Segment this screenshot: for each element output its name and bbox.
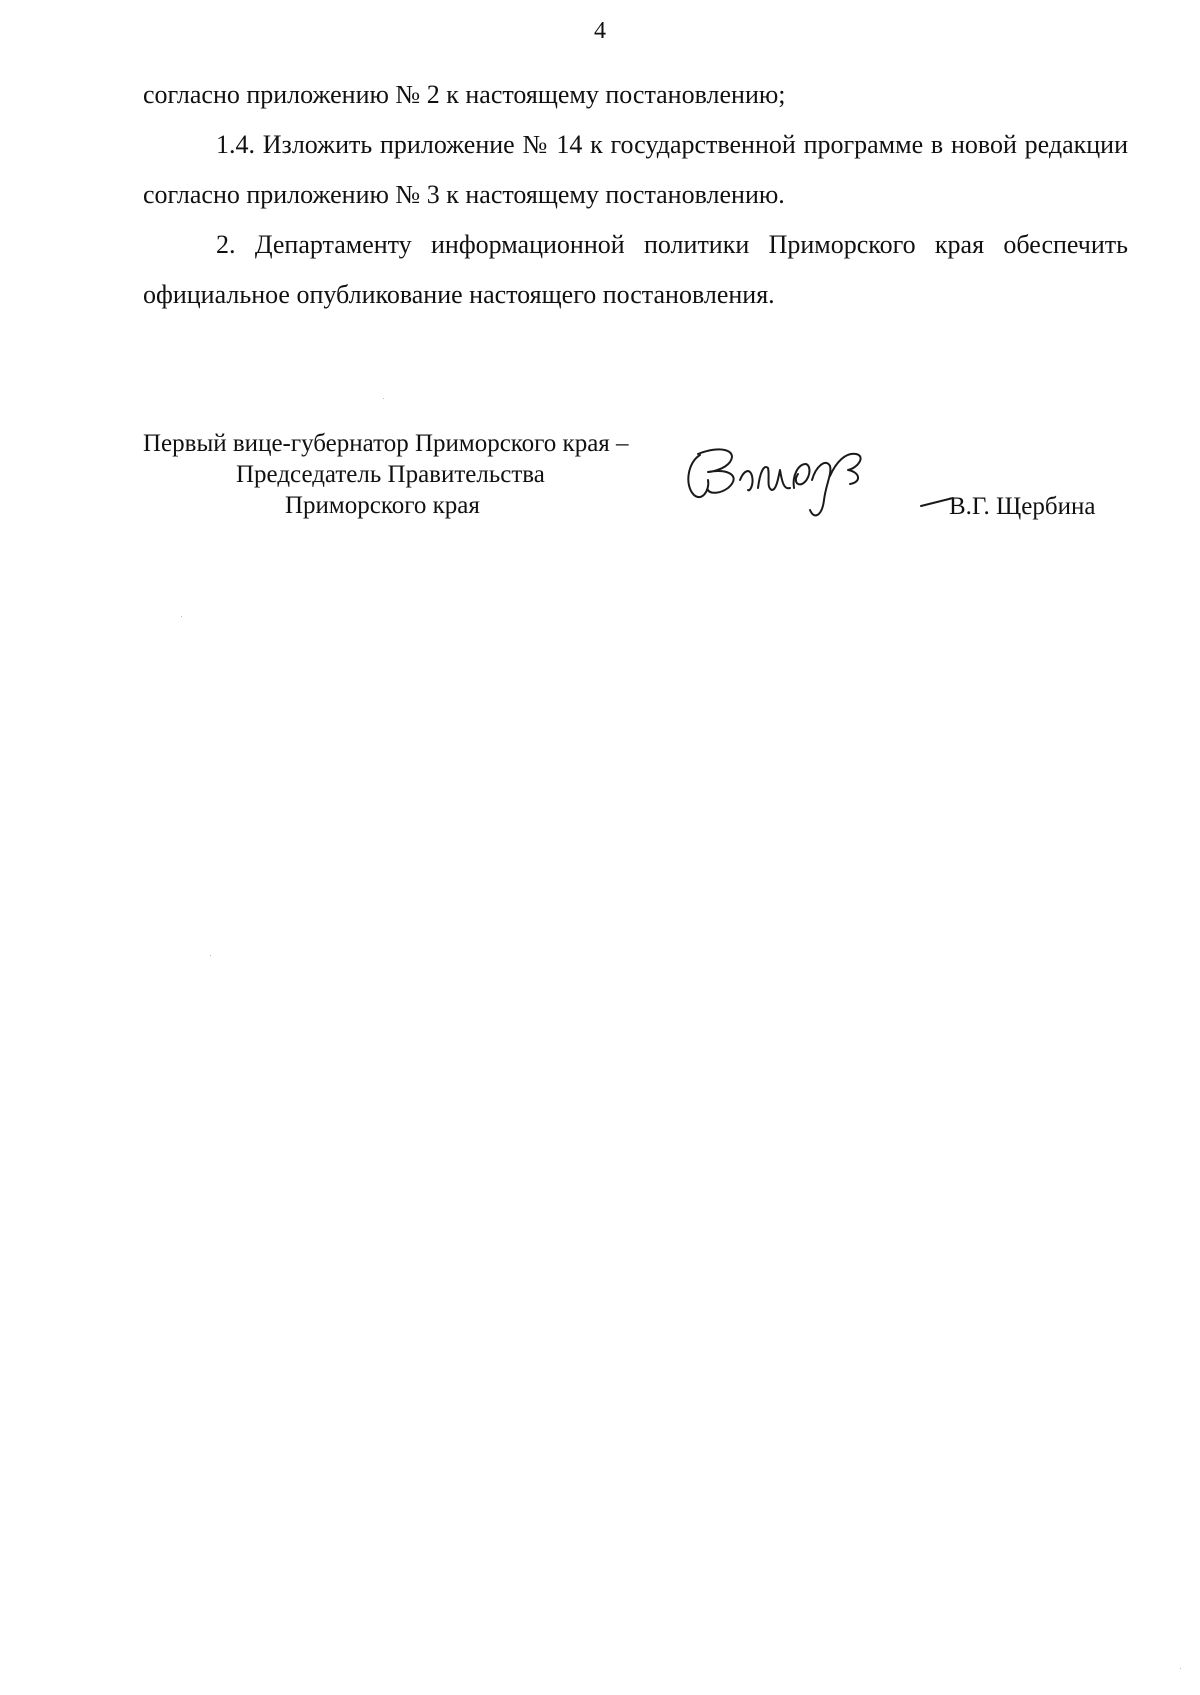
paragraph-continuation: согласно приложению № 2 к настоящему постановлению; — [143, 80, 786, 109]
scan-speck — [181, 616, 182, 617]
paragraph-item-1-4: 1.4. Изложить приложение № 14 к государственной программе в новой редакции согласно приложению № 3 к настоящему постановлению. — [143, 130, 1128, 209]
signer-position-line-3: Приморского края — [285, 492, 480, 519]
scan-speck — [383, 398, 384, 399]
signer-position-line-2: Председатель Правительства — [236, 461, 545, 488]
document-body — [143, 70, 1128, 320]
scan-speck — [1180, 1668, 1181, 1669]
signer-name: В.Г. Щербина — [949, 493, 1096, 520]
signer-position-line-1: Первый вице-губернатор Приморского края – — [143, 430, 629, 457]
paragraph-item-2: 2. Департаменту информационной политики Приморского края обеспечить официальное опубликование настоящего постановления. — [143, 230, 1128, 309]
scan-speck — [210, 955, 211, 956]
signature-dash — [919, 495, 955, 509]
handwritten-signature — [680, 440, 910, 530]
page-number: 4 — [594, 18, 606, 44]
